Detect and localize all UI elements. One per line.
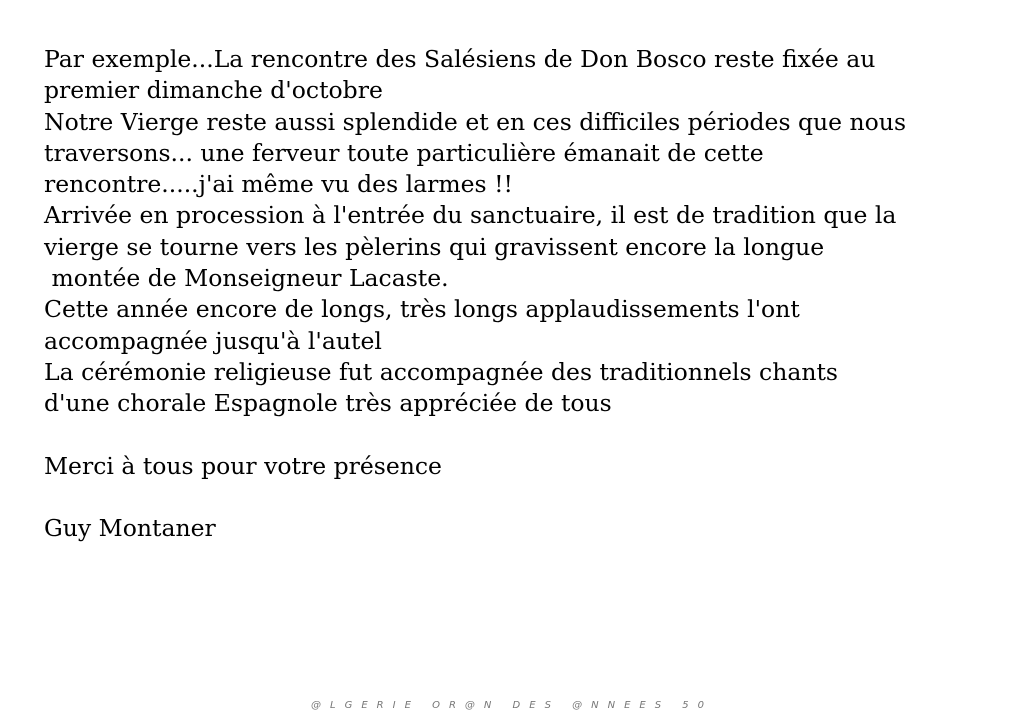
- thanks-line: Merci à tous pour votre présence: [44, 451, 442, 480]
- text-line: vierge se tourne vers les pèlerins qui gravissent encore la longue: [44, 232, 825, 261]
- paragraph-spacer: [44, 482, 1014, 513]
- text-line: d'une chorale Espagnole très appréciée de tous: [44, 389, 612, 418]
- text-line: Cette année encore de longs, très longs applaudissements l'ont: [44, 295, 800, 324]
- text-line: montée de Monseigneur Lacaste.: [44, 264, 449, 293]
- text-line: accompagnée jusqu'à l'autel: [44, 326, 382, 355]
- text-line: premier dimanche d'octobre: [44, 76, 383, 105]
- text-line: La cérémonie religieuse fut accompagnée des traditionnels chants: [44, 357, 838, 386]
- text-line: Arrivée en procession à l'entrée du sanctuaire, il est de tradition que la: [44, 201, 897, 230]
- text-line: Notre Vierge reste aussi splendide et en ces difficiles périodes que nous: [44, 107, 907, 136]
- letter-body: [44, 44, 1014, 545]
- paragraph-spacer: [44, 420, 1014, 451]
- signature: Guy Montaner: [44, 514, 216, 543]
- footer-caption: @LGERIE OR@N DES @NNEES 50: [311, 700, 713, 711]
- text-line: traversons... une ferveur toute particulière émanait de cette: [44, 138, 764, 167]
- text-line: rencontre.....j'ai même vu des larmes !!: [44, 170, 513, 199]
- text-line: Par exemple...La rencontre des Salésiens de Don Bosco reste fixée au: [44, 45, 876, 73]
